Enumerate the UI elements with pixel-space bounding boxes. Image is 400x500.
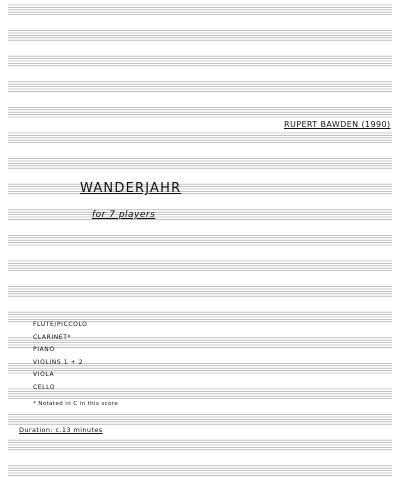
staff [8, 466, 392, 476]
instrument-item: VIOLINS 1 + 2 [33, 358, 84, 366]
composer-name: RUPERT BAWDEN (1990) [284, 120, 391, 129]
duration-line: Duration: c.13 minutes [19, 426, 103, 434]
instrument-item: CELLO [33, 383, 56, 391]
transposition-note: * Notated in C in this score [33, 401, 119, 407]
staff [8, 56, 392, 66]
staff [8, 261, 392, 271]
instrumentation-list [33, 319, 88, 394]
staff [8, 31, 392, 41]
instrument-item: VIOLA [33, 371, 55, 378]
staff [8, 184, 392, 194]
staff [8, 133, 392, 143]
instrument-item: PIANO [33, 346, 55, 353]
staff [8, 440, 392, 450]
instrument-item: FLUTE/PICCOLO [33, 321, 88, 328]
work-subtitle: for 7 players [92, 210, 156, 220]
staff [8, 5, 392, 15]
work-title: WANDERJAHR [80, 181, 182, 196]
staff [8, 235, 392, 245]
staff [8, 210, 392, 220]
staff [8, 107, 392, 117]
staff [8, 159, 392, 169]
staff [8, 287, 392, 297]
instrument-item: CLARINET* [33, 333, 72, 341]
staff [8, 415, 392, 425]
staff [8, 82, 392, 92]
